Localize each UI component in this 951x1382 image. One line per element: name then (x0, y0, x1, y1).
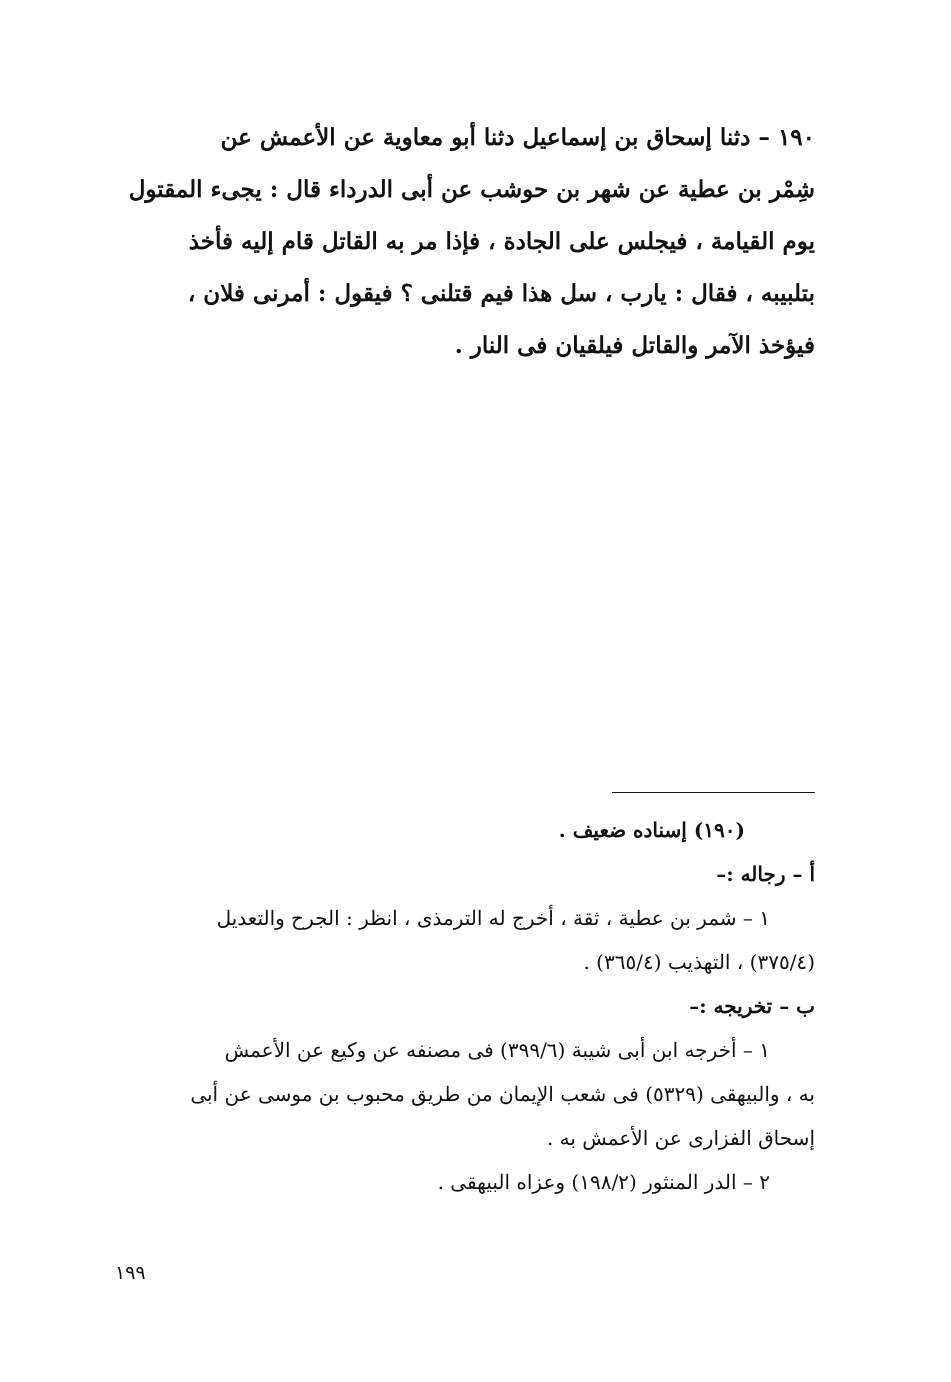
hadith-line: يوم القيامة ، فيجلس على الجادة ، فإذا مر به القاتل قام إليه فأخذ (188, 228, 815, 255)
page-number: ١٩٩ (115, 1262, 146, 1284)
section-b-line: ٢ – الدر المنثور (١٩٨/٢) وعزاه البيهقى . (437, 1170, 770, 1194)
section-a-title: أ – رجاله :– (716, 862, 815, 886)
hadith-text (110, 112, 815, 372)
hadith-line: فيؤخذ الآمر والقاتل فيلقيان فى النار . (454, 332, 815, 359)
hadith-line: بتلبيبه ، فقال : يارب ، سل هذا فيم قتلنى ؟ فيقول : أمرنى فلان ، (187, 280, 815, 307)
section-a-line: ١ – شمر بن عطية ، ثقة ، أخرج له الترمذى ، انظر : الجرح والتعديل (216, 906, 770, 930)
section-b-line: به ، والبيهقى (٥٣٢٩) فى شعب الإيمان من طريق محبوب بن موسى عن أبى (190, 1082, 815, 1106)
section-b-line: إسحاق الفزارى عن الأعمش به . (546, 1126, 815, 1150)
hadith-line: ١٩٠ – دثنا إسحاق بن إسماعيل دثنا أبو معاوية عن الأعمش عن (220, 124, 815, 151)
footnote-heading: (١٩٠) إسناده ضعيف . (558, 818, 745, 842)
footnote-divider (612, 792, 815, 793)
section-a-line: (٣٧٥/٤) ، التهذيب (٣٦٥/٤) . (583, 950, 815, 974)
hadith-line: شِمْر بن عطية عن شهر بن حوشب عن أبى الدرداء قال : يجىء المقتول (128, 176, 815, 203)
footnotes (110, 808, 815, 1204)
section-b-line: ١ – أخرجه ابن أبى شيبة (٣٩٩/٦) فى مصنفه عن وكيع عن الأعمش (224, 1038, 770, 1062)
section-b-title: ب – تخريجه :– (689, 994, 815, 1018)
